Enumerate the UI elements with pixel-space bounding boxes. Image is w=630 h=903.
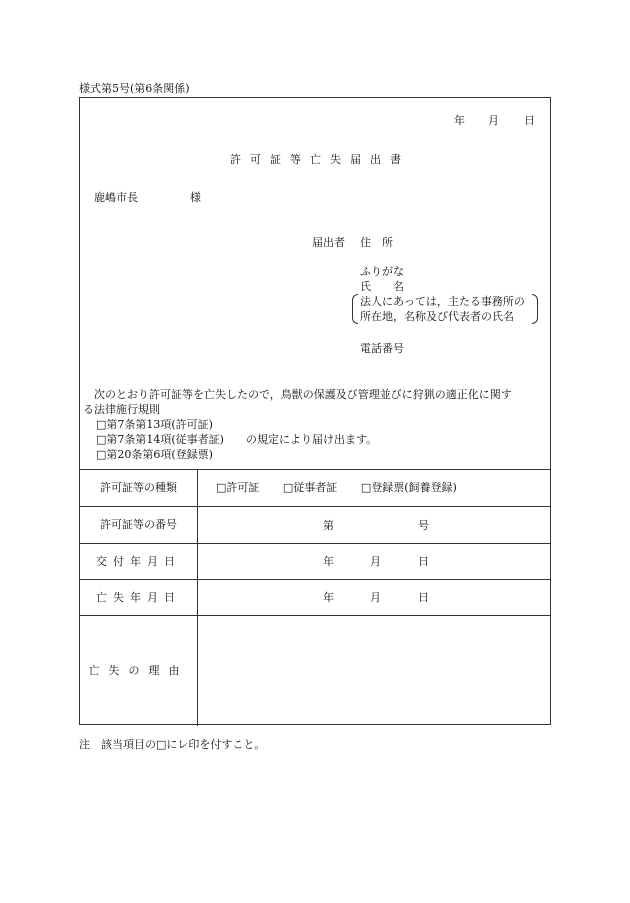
option-worker-checkbox[interactable]: □第7条第14項(従事者証) xyxy=(96,433,224,446)
number-cell[interactable] xyxy=(198,507,551,544)
number-prefix: 第 xyxy=(323,519,334,532)
type-options-cell xyxy=(198,470,551,507)
corporation-note xyxy=(352,294,538,326)
table-row xyxy=(80,544,550,580)
lost-date-label: 亡失年月日 xyxy=(80,580,198,616)
issue-date-cell[interactable] xyxy=(198,544,551,580)
addressee-mayor: 鹿嶋市長 xyxy=(94,191,138,204)
option-permit-checkbox[interactable]: □第7条第13項(許可証) xyxy=(96,418,213,431)
table-row xyxy=(80,580,550,616)
lost-year-label: 年 xyxy=(323,591,334,604)
table-row xyxy=(80,616,550,727)
form-number-label: 様式第5号(第6条関係) xyxy=(79,82,190,95)
type-worker-checkbox[interactable]: □従事者証 xyxy=(282,481,338,495)
type-registration-checkbox[interactable]: □登録票(飼養登録) xyxy=(360,481,457,495)
addressee-honorific: 様 xyxy=(190,191,201,204)
lost-day-label: 日 xyxy=(418,591,429,604)
table-row xyxy=(80,470,550,507)
footnote: 注 該当項目の□にレ印を付すこと。 xyxy=(79,738,266,751)
bracket-left xyxy=(352,294,358,324)
issue-date-label: 交付年月日 xyxy=(80,544,198,580)
reason-label: 亡失の理由 xyxy=(80,616,198,727)
date-day-label: 日 xyxy=(524,114,535,127)
type-permit-checkbox[interactable]: □許可証 xyxy=(216,481,260,495)
applicant-label: 届出者 xyxy=(312,236,345,249)
date-year-label: 年 xyxy=(454,114,465,127)
name-label: 氏 名 xyxy=(360,280,404,293)
form-frame xyxy=(79,97,551,725)
option-suffix-text: の規定により届け出ます。 xyxy=(246,433,378,446)
phone-label: 電話番号 xyxy=(360,342,404,355)
form-title: 許可証等亡失届出書 xyxy=(230,153,410,166)
issue-day-label: 日 xyxy=(418,555,429,568)
date-month-label: 月 xyxy=(488,114,499,127)
body-line1: 次のとおり許可証等を亡失したので，鳥獣の保護及び管理並びに狩猟の適正化に関す xyxy=(94,388,512,401)
corporation-note-line2: 所在地，名称及び代表者の氏名 xyxy=(360,310,514,323)
body-line2: る法律施行規則 xyxy=(83,403,160,416)
corporation-note-text xyxy=(360,294,525,324)
lost-month-label: 月 xyxy=(370,591,381,604)
details-table xyxy=(80,469,550,726)
lost-date-cell[interactable] xyxy=(198,580,551,616)
number-suffix: 号 xyxy=(418,519,429,532)
corporation-note-line1: 法人にあっては，主たる事務所の xyxy=(360,295,525,308)
issue-year-label: 年 xyxy=(323,555,334,568)
number-label: 許可証等の番号 xyxy=(80,507,198,544)
address-label: 住 所 xyxy=(360,236,393,249)
option-registration-checkbox[interactable]: □第20条第6項(登録票) xyxy=(96,448,213,461)
bracket-right xyxy=(532,294,538,324)
furigana-label: ふりがな xyxy=(360,265,404,278)
reason-cell[interactable] xyxy=(198,616,551,727)
issue-month-label: 月 xyxy=(370,555,381,568)
type-label: 許可証等の種類 xyxy=(80,470,198,507)
table-row xyxy=(80,507,550,544)
